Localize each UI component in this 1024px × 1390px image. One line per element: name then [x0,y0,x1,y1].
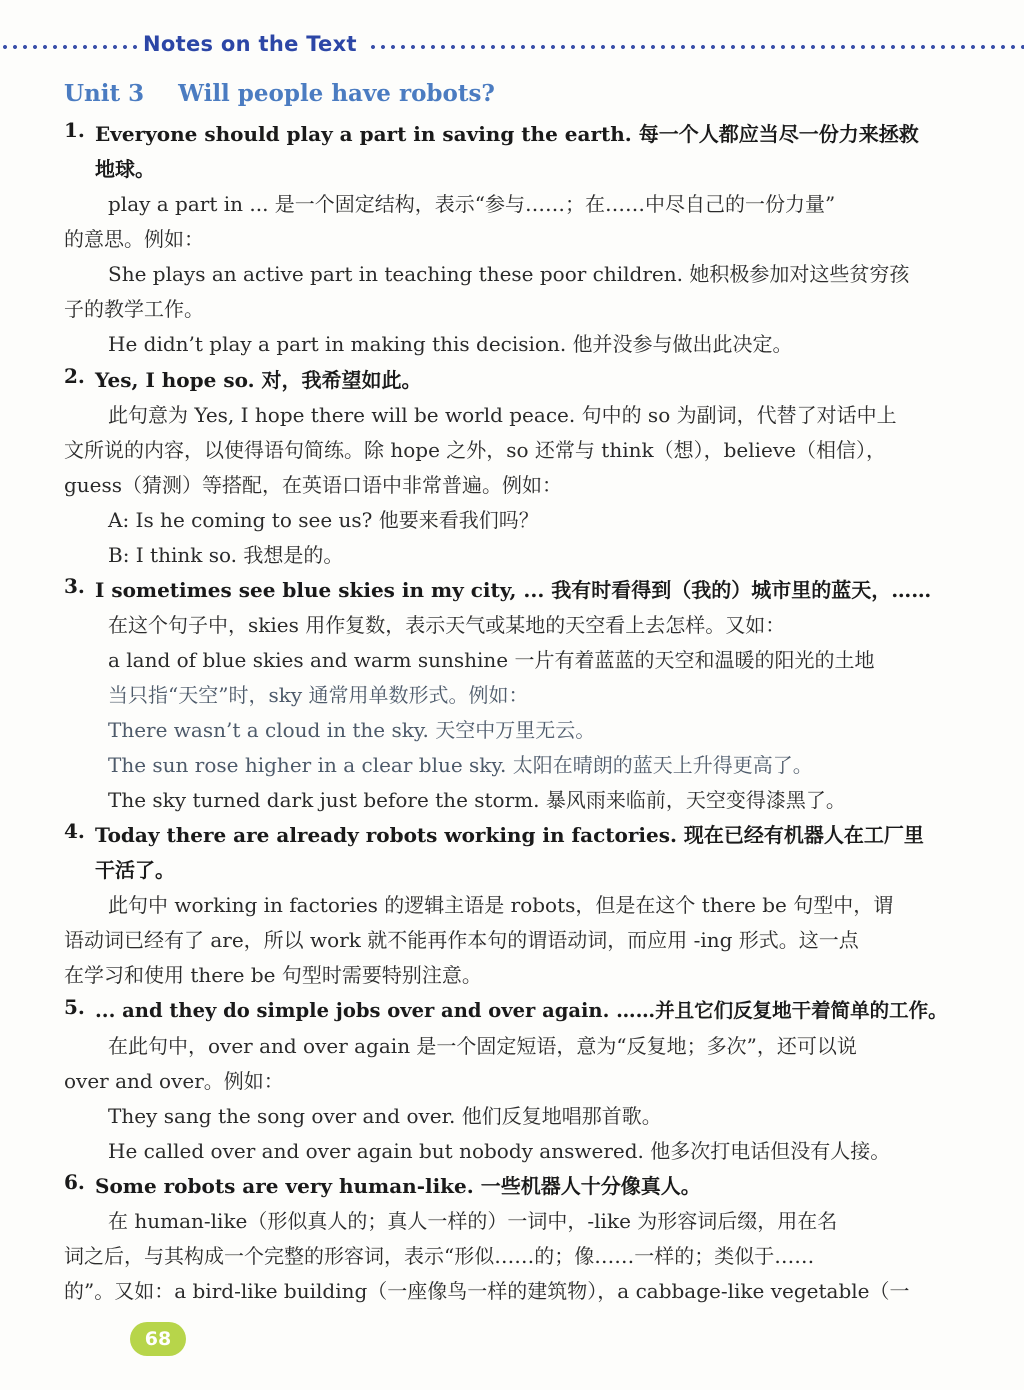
note-number: 1. [64,118,85,142]
note-heading: I sometimes see blue skies in my city, ... 我有时看得到（我的）城市里的蓝天，…… [95,578,932,602]
example-sentence: She plays an active part in teaching these poor children. 她积极参加对这些贫穷孩 [108,262,910,286]
note-heading: 干活了。 [95,858,175,882]
note-number: 4. [64,819,85,843]
note-text: 在此句中，over and over again 是一个固定短语，意为“反复地；多次”，还可以说 [108,1034,857,1058]
note-text: 词之后，与其构成一个完整的形容词，表示“形似……的；像……一样的；类似于…… [64,1244,815,1268]
page-header [0,28,1024,68]
header-dots-left [0,44,140,50]
note-text: 语动词已经有了 are，所以 work 就不能再作本句的谓语动词，而应用 -ing 形式。这一点 [64,928,859,952]
note-text: 当只指“天空”时，sky 通常用单数形式。例如： [108,683,529,707]
note-heading: Everyone should play a part in saving the earth. 每一个人都应当尽一份力来拯救 [95,122,919,146]
note-text: 此句中 working in factories 的逻辑主语是 robots，但是在这个 there be 句型中，谓 [108,893,894,917]
note-text: 的”。又如：a bird-like building（一座像鸟一样的建筑物），a cabbage-like vegetable（一 [64,1279,910,1303]
example-sentence: He called over and over again but nobody answered. 他多次打电话但没有人接。 [108,1139,891,1163]
example-sentence: 子的教学工作。 [64,297,204,321]
note-text: 的意思。例如： [64,227,204,251]
example-sentence: a land of blue skies and warm sunshine 一片有着蓝蓝的天空和温暖的阳光的土地 [108,648,875,672]
note-text: over and over。例如： [64,1069,284,1093]
example-sentence: The sun rose higher in a clear blue sky. 太阳在晴朗的蓝天上升得更高了。 [108,753,813,777]
unit-number: Unit 3 [64,80,145,107]
note-heading: Today there are already robots working in factories. 现在已经有机器人在工厂里 [95,823,924,847]
example-sentence: There wasn’t a cloud in the sky. 天空中万里无云。 [108,718,596,742]
note-number: 5. [64,995,85,1019]
example-sentence: The sky turned dark just before the storm. 暴风雨来临前，天空变得漆黑了。 [108,788,846,812]
example-sentence: He didn’t play a part in making this decision. 他并没参与做出此决定。 [108,332,793,356]
note-heading: Some robots are very human-like. 一些机器人十分像真人。 [95,1174,701,1198]
note-text: 在 human-like（形似真人的；真人一样的）一词中，-like 为形容词后缀，用在名 [108,1209,838,1233]
unit-heading [64,80,495,107]
note-text: 此句意为 Yes, I hope there will be world peace. 句中的 so 为副词，代替了对话中上 [108,403,897,427]
note-number: 2. [64,364,85,388]
unit-title: Will people have robots? [178,80,495,107]
note-text: play a part in ... 是一个固定结构，表示“参与……；在……中尽自己的一份力量” [108,192,836,216]
note-text: guess（猜测）等搭配，在英语口语中非常普遍。例如： [64,473,563,497]
note-heading: 地球。 [95,157,155,181]
example-sentence: B: I think so. 我想是的。 [108,543,344,567]
page-number-badge: 68 [130,1322,186,1356]
section-title: Notes on the Text [143,32,357,56]
note-text: 在这个句子中，skies 用作复数，表示天气或某地的天空看上去怎样。又如： [108,613,786,637]
note-number: 6. [64,1170,85,1194]
header-dots-right [368,44,1024,50]
note-heading: Yes, I hope so. 对，我希望如此。 [95,368,422,392]
example-sentence: A: Is he coming to see us? 他要来看我们吗？ [108,508,539,532]
note-text: 在学习和使用 there be 句型时需要特别注意。 [64,963,482,987]
note-number: 3. [64,574,85,598]
note-heading: ... and they do simple jobs over and over again. ……并且它们反复地干着简单的工作。 [95,999,948,1022]
note-text: 文所说的内容，以使得语句简练。除 hope 之外，so 还常与 think（想），believe（相信）， [64,438,887,462]
example-sentence: They sang the song over and over. 他们反复地唱那首歌。 [108,1104,662,1128]
